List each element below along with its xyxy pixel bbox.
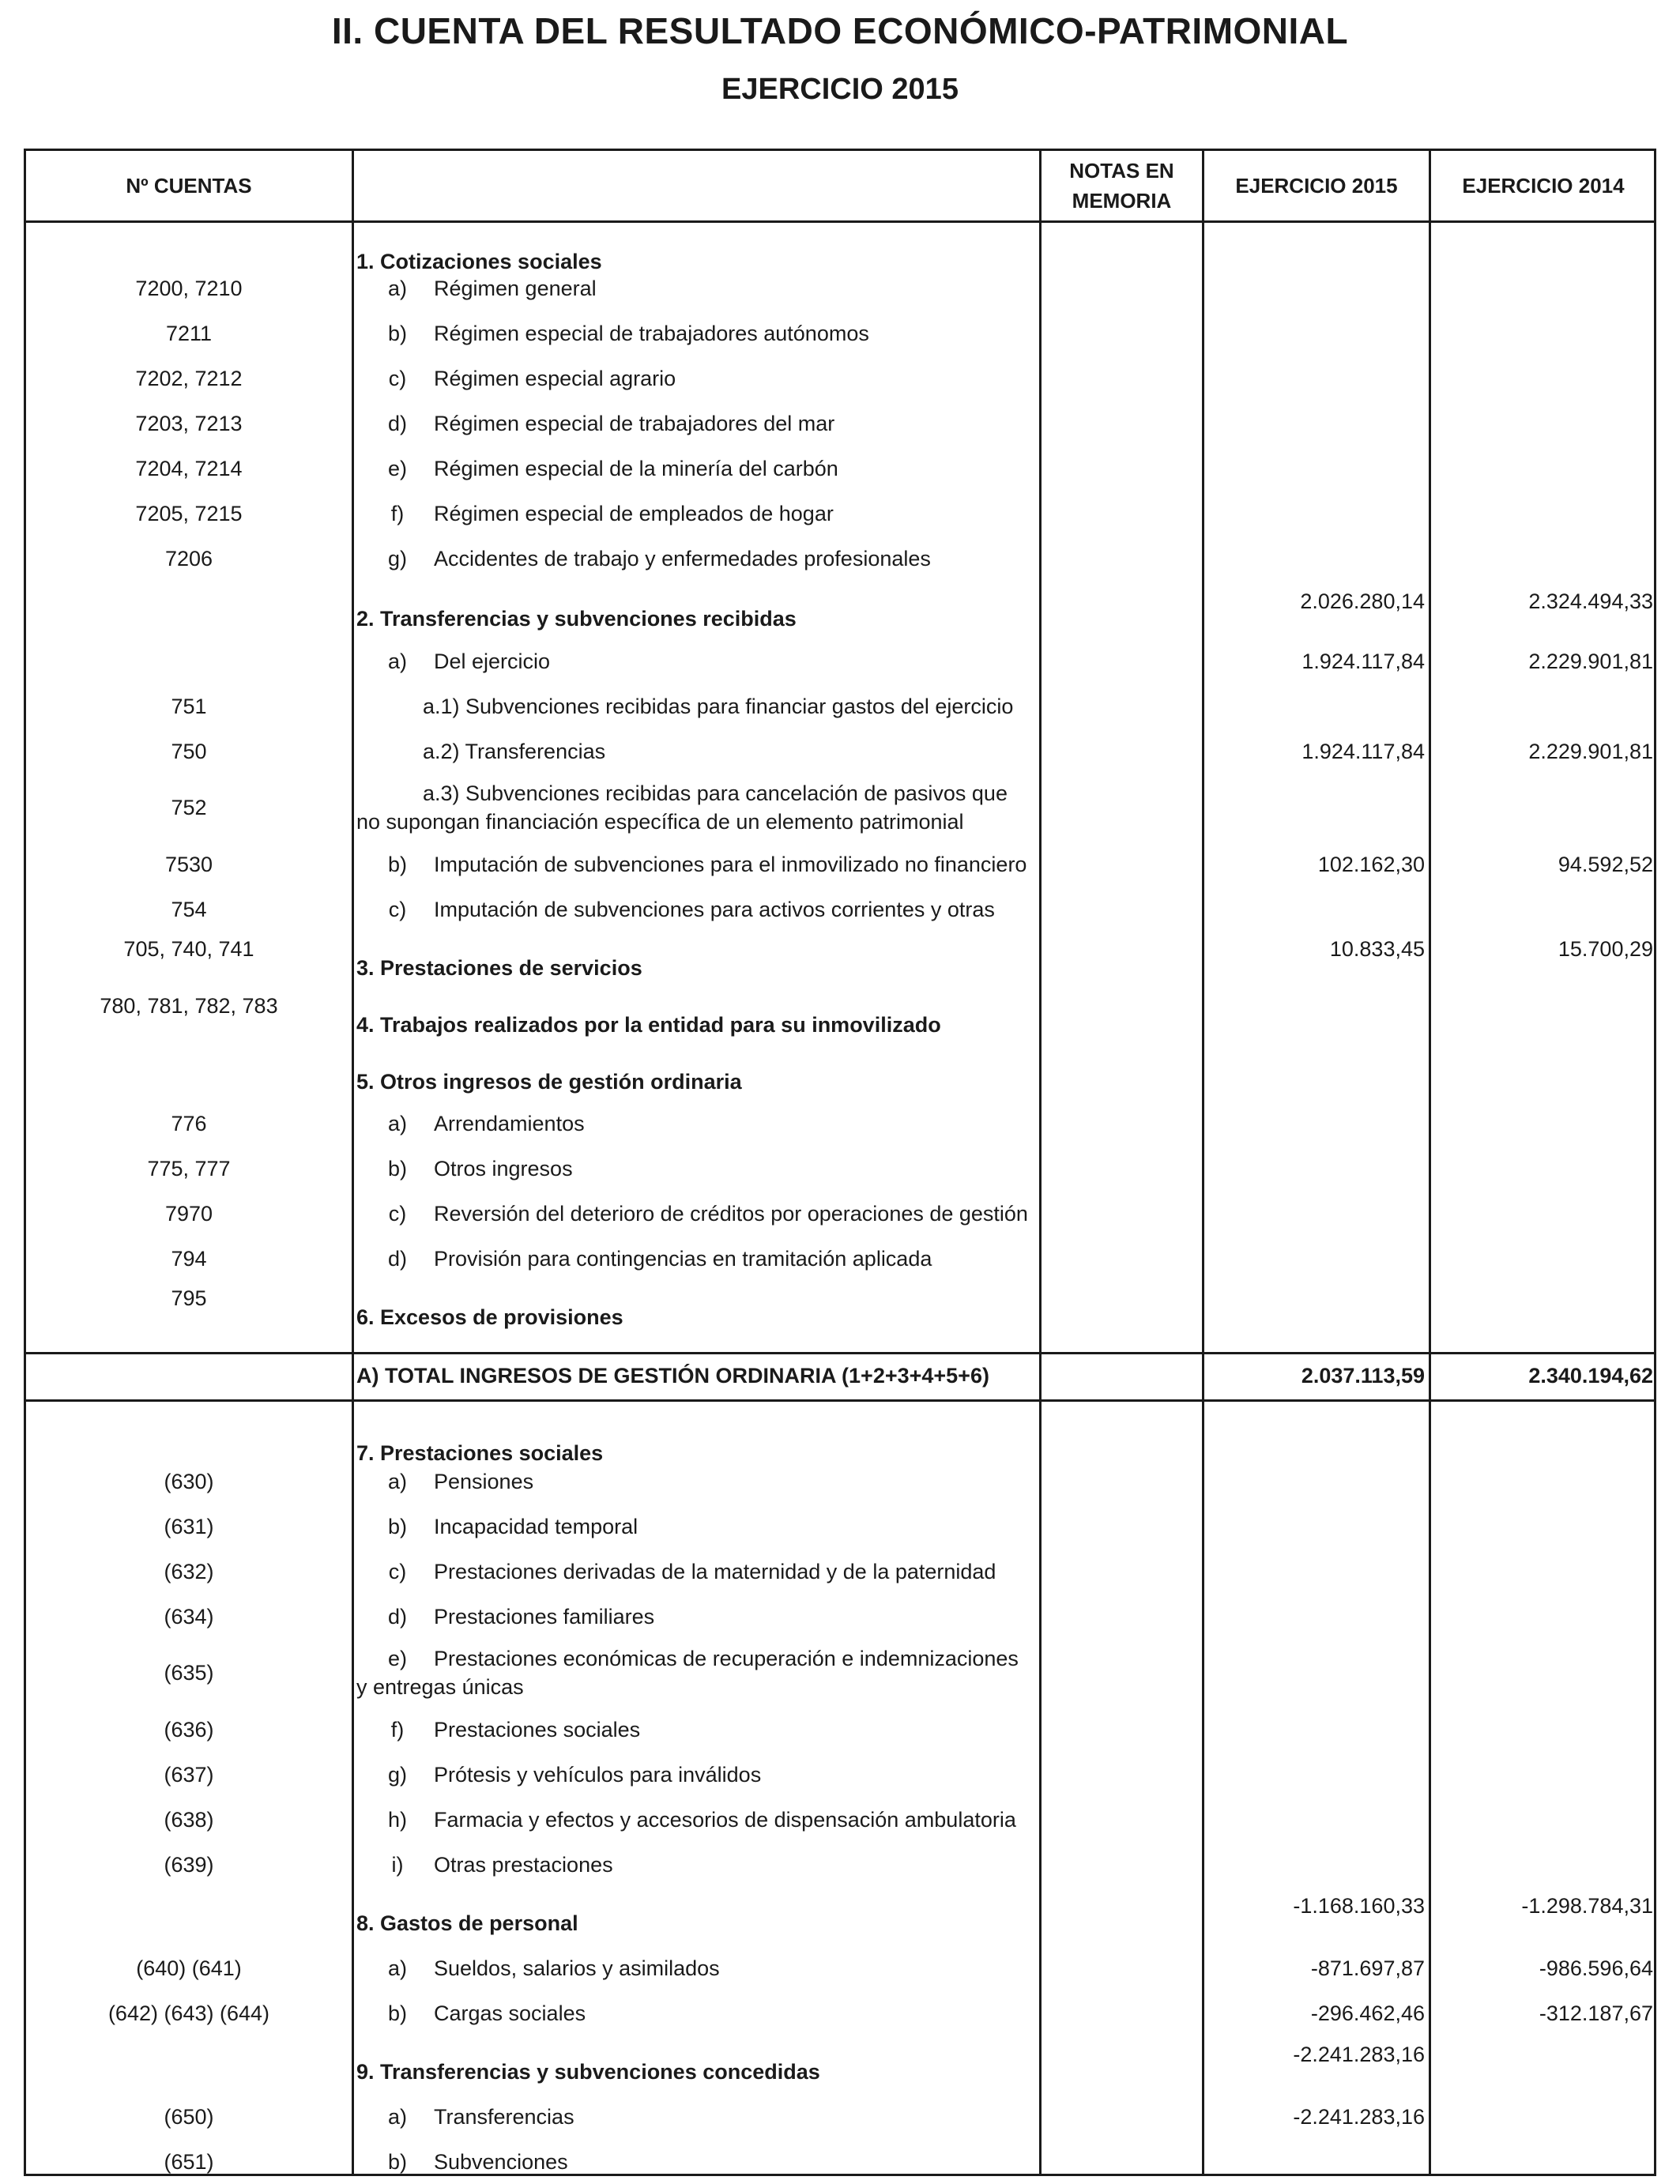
- account-number: (636): [164, 1718, 214, 1742]
- row-description: [356, 895, 1068, 924]
- item-letter: h): [387, 1808, 407, 1832]
- item-letter: f): [390, 502, 405, 525]
- account-number: 705, 740, 741: [123, 937, 254, 961]
- item-text: Régimen especial de la minería del carbón: [434, 457, 838, 480]
- row-description: [356, 1467, 1068, 1496]
- item-text: Otros ingresos: [434, 1157, 573, 1180]
- item-text: Prestaciones derivadas de la maternidad y de la paternidad: [434, 1560, 996, 1583]
- amount-2015: -2.241.283,16: [1293, 2105, 1425, 2129]
- column-divider: [352, 151, 354, 2174]
- row-description: [356, 247, 1068, 276]
- row-description: [356, 954, 1068, 982]
- item-letter: c): [388, 367, 407, 390]
- row-description: [356, 692, 1068, 721]
- amount-2015: 102.162,30: [1317, 853, 1425, 876]
- row-description: [356, 1068, 1068, 1096]
- item-letter: b): [387, 853, 407, 876]
- row-description: [356, 850, 1068, 879]
- item-text: Reversión del deterioro de créditos por operaciones de gestión: [434, 1202, 1028, 1226]
- item-text: 9. Transferencias y subvenciones concedidas: [356, 2060, 820, 2084]
- item-letter: c): [388, 1560, 407, 1583]
- item-text: Arrendamientos: [434, 1112, 585, 1135]
- row-description: [356, 1851, 1068, 1879]
- account-number: (630): [164, 1470, 214, 1493]
- header-notes-line1: NOTAS EN: [1069, 159, 1174, 183]
- amount-2014: -312.187,67: [1539, 2001, 1653, 2025]
- account-number: (637): [164, 1763, 214, 1787]
- item-text: Sueldos, salarios y asimilados: [434, 1956, 720, 1980]
- item-letter: b): [387, 1515, 407, 1538]
- row-description: [356, 1999, 1068, 2028]
- row-description: [356, 1154, 1068, 1183]
- amount-2015: -1.168.160,33: [1293, 1894, 1425, 1918]
- row-description: [356, 1644, 1068, 1701]
- results-table: [24, 149, 1656, 2176]
- row-description: [356, 1361, 1068, 1390]
- amount-2015: 1.924.117,84: [1301, 650, 1425, 673]
- item-text: A) TOTAL INGRESOS DE GESTIÓN ORDINARIA (1+2+3+4+5+6): [356, 1364, 989, 1388]
- amount-2014: 94.592,52: [1558, 853, 1653, 876]
- total-row-divider-bottom: [26, 1399, 1654, 1402]
- row-description: [356, 1954, 1068, 1983]
- account-number: 795: [171, 1286, 207, 1310]
- row-description: [356, 1557, 1068, 1586]
- item-text: Régimen especial de trabajadores autónomos: [434, 322, 869, 345]
- account-number: (642) (643) (644): [107, 2001, 270, 2025]
- item-text: Prestaciones sociales: [434, 1718, 641, 1742]
- item-letter: d): [387, 1247, 407, 1271]
- row-description: [356, 544, 1068, 573]
- amount-2015: 1.924.117,84: [1301, 740, 1425, 763]
- row-description: [356, 1011, 1068, 1039]
- header-accounts: Nº CUENTAS: [126, 174, 252, 198]
- amount-2014: 15.700,29: [1558, 937, 1653, 961]
- item-text: Prestaciones familiares: [434, 1605, 655, 1629]
- account-number: 7970: [164, 1202, 213, 1226]
- account-number: 750: [171, 740, 207, 763]
- row-description: [356, 2148, 1068, 2176]
- account-number: (640) (641): [136, 1956, 242, 1980]
- account-number: 780, 781, 782, 783: [100, 994, 278, 1018]
- item-letter: a): [387, 277, 407, 300]
- header-year-2015: EJERCICIO 2015: [1235, 174, 1398, 198]
- row-description: [356, 2103, 1068, 2131]
- item-text: Transferencias: [434, 2105, 574, 2129]
- item-letter: a): [387, 1112, 407, 1135]
- account-number: (650): [164, 2105, 214, 2129]
- page-subtitle: EJERCICIO 2015: [721, 73, 959, 106]
- item-letter: e): [387, 457, 407, 480]
- item-text: Régimen general: [434, 277, 597, 300]
- account-number: (634): [164, 1605, 214, 1629]
- item-text: Pensiones: [434, 1470, 534, 1493]
- item-text: Otras prestaciones: [434, 1853, 613, 1877]
- item-text: Accidentes de trabajo y enfermedades profesionales: [434, 547, 931, 570]
- item-text: Farmacia y efectos y accesorios de dispensación ambulatoria: [434, 1808, 1016, 1832]
- account-number: 776: [171, 1112, 207, 1135]
- row-description: [356, 2058, 1068, 2086]
- amount-2014: 2.229.901,81: [1528, 740, 1653, 763]
- row-description: [356, 364, 1068, 393]
- row-description: [356, 1512, 1068, 1541]
- item-letter: c): [388, 898, 407, 921]
- item-text: Imputación de subvenciones para el inmovilizado no financiero: [434, 853, 1027, 876]
- amount-2015: 2.026.280,14: [1300, 589, 1425, 613]
- row-description: [356, 737, 1068, 766]
- amount-2014: -986.596,64: [1539, 1956, 1653, 1980]
- item-text: Incapacidad temporal: [434, 1515, 638, 1538]
- row-description: [356, 1760, 1068, 1789]
- item-text: 1. Cotizaciones sociales: [356, 250, 602, 273]
- row-description: [356, 1806, 1068, 1834]
- page-title: II. CUENTA DEL RESULTADO ECONÓMICO-PATRIMONIAL: [331, 10, 1349, 51]
- item-letter: e): [387, 1647, 407, 1670]
- header-description: [354, 151, 1039, 220]
- row-description: [356, 319, 1068, 348]
- amount-2014: 2.324.494,33: [1528, 589, 1653, 613]
- row-description: [356, 1199, 1068, 1228]
- item-text: Prótesis y vehículos para inválidos: [434, 1763, 762, 1787]
- amount-2015: 10.833,45: [1329, 937, 1425, 961]
- account-number: 751: [171, 695, 207, 718]
- header-year-2014: EJERCICIO 2014: [1462, 174, 1625, 198]
- item-letter: g): [387, 547, 407, 570]
- item-text: a.1) Subvenciones recibidas para financiar gastos del ejercicio: [423, 695, 1014, 718]
- item-letter: b): [387, 2150, 407, 2174]
- account-number: (632): [164, 1560, 214, 1583]
- row-description: [356, 1715, 1068, 1744]
- amount-2014: 2.229.901,81: [1528, 650, 1653, 673]
- item-text: 2. Transferencias y subvenciones recibidas: [356, 607, 797, 631]
- row-description: [356, 1439, 1068, 1467]
- item-text: Subvenciones: [434, 2150, 568, 2174]
- item-letter: d): [387, 1605, 407, 1629]
- item-text: Régimen especial de empleados de hogar: [434, 502, 834, 525]
- item-text: 3. Prestaciones de servicios: [356, 956, 642, 980]
- item-letter: c): [388, 1202, 407, 1226]
- row-description: [356, 454, 1068, 483]
- column-divider: [1429, 151, 1431, 2174]
- row-description: [356, 1109, 1068, 1138]
- item-letter: i): [391, 1853, 404, 1877]
- header-notes: [1042, 151, 1202, 220]
- item-letter: a): [387, 1956, 407, 1980]
- account-number: (635): [164, 1661, 214, 1685]
- amount-2015: 2.037.113,59: [1301, 1364, 1425, 1388]
- item-letter: g): [387, 1763, 407, 1787]
- account-number: (631): [164, 1515, 214, 1538]
- column-divider: [1202, 151, 1204, 2174]
- account-number: 775, 777: [147, 1157, 231, 1180]
- account-number: 794: [171, 1247, 207, 1271]
- amount-2015: -2.241.283,16: [1293, 2043, 1425, 2066]
- row-description: [356, 1245, 1068, 1273]
- row-description: [356, 409, 1068, 438]
- item-text: a.3) Subvenciones recibidas para cancelación de pasivos que: [423, 781, 1008, 805]
- row-description: [356, 499, 1068, 528]
- item-letter: d): [387, 412, 407, 435]
- item-text: 7. Prestaciones sociales: [356, 1441, 604, 1465]
- item-text: 4. Trabajos realizados por la entidad para su inmovilizado: [356, 1013, 941, 1037]
- item-text-continued: y entregas únicas: [356, 1675, 524, 1699]
- account-number: 752: [171, 796, 207, 819]
- row-description: [356, 779, 1068, 836]
- header-notes-line2: MEMORIA: [1072, 189, 1172, 213]
- account-number: (639): [164, 1853, 214, 1877]
- account-number: 7200, 7210: [135, 277, 243, 300]
- item-text: 5. Otros ingresos de gestión ordinaria: [356, 1070, 742, 1094]
- item-letter: a): [387, 1470, 407, 1493]
- header-divider: [26, 220, 1654, 223]
- item-letter: a): [387, 650, 407, 673]
- item-letter: b): [387, 322, 407, 345]
- item-text: Cargas sociales: [434, 2001, 586, 2025]
- total-row-divider-top: [26, 1352, 1654, 1354]
- item-text: Régimen especial agrario: [434, 367, 676, 390]
- amount-2014: 2.340.194,62: [1528, 1364, 1653, 1388]
- item-text: Prestaciones económicas de recuperación e indemnizaciones: [434, 1647, 1019, 1670]
- item-letter: b): [387, 2001, 407, 2025]
- item-text: a.2) Transferencias: [423, 740, 606, 763]
- item-text: Régimen especial de trabajadores del mar: [434, 412, 835, 435]
- item-text-continued: no supongan financiación específica de un elemento patrimonial: [356, 810, 964, 834]
- item-text: Provisión para contingencias en tramitación aplicada: [434, 1247, 932, 1271]
- account-number: 7206: [164, 547, 213, 570]
- item-letter: a): [387, 2105, 407, 2129]
- row-description: [356, 274, 1068, 303]
- account-number: 7205, 7215: [135, 502, 243, 525]
- row-description: [356, 1909, 1068, 1937]
- account-number: 7202, 7212: [135, 367, 243, 390]
- account-number: 7211: [165, 322, 213, 345]
- account-number: 7204, 7214: [135, 457, 243, 480]
- account-number: 7530: [164, 853, 213, 876]
- item-text: Del ejercicio: [434, 650, 551, 673]
- amount-2015: -871.697,87: [1310, 1956, 1425, 1980]
- row-description: [356, 1303, 1068, 1331]
- amount-2014: -1.298.784,31: [1521, 1894, 1653, 1918]
- row-description: [356, 1602, 1068, 1631]
- item-text: Imputación de subvenciones para activos corrientes y otras: [434, 898, 995, 921]
- account-number: (651): [164, 2150, 214, 2174]
- account-number: 754: [171, 898, 207, 921]
- amount-2015: -296.462,46: [1310, 2001, 1425, 2025]
- account-number: 7203, 7213: [135, 412, 243, 435]
- item-letter: b): [387, 1157, 407, 1180]
- row-description: [356, 647, 1068, 676]
- item-text: 8. Gastos de personal: [356, 1911, 578, 1935]
- item-text: 6. Excesos de provisiones: [356, 1305, 623, 1329]
- item-letter: f): [390, 1718, 405, 1742]
- row-description: [356, 604, 1068, 633]
- account-number: (638): [164, 1808, 214, 1832]
